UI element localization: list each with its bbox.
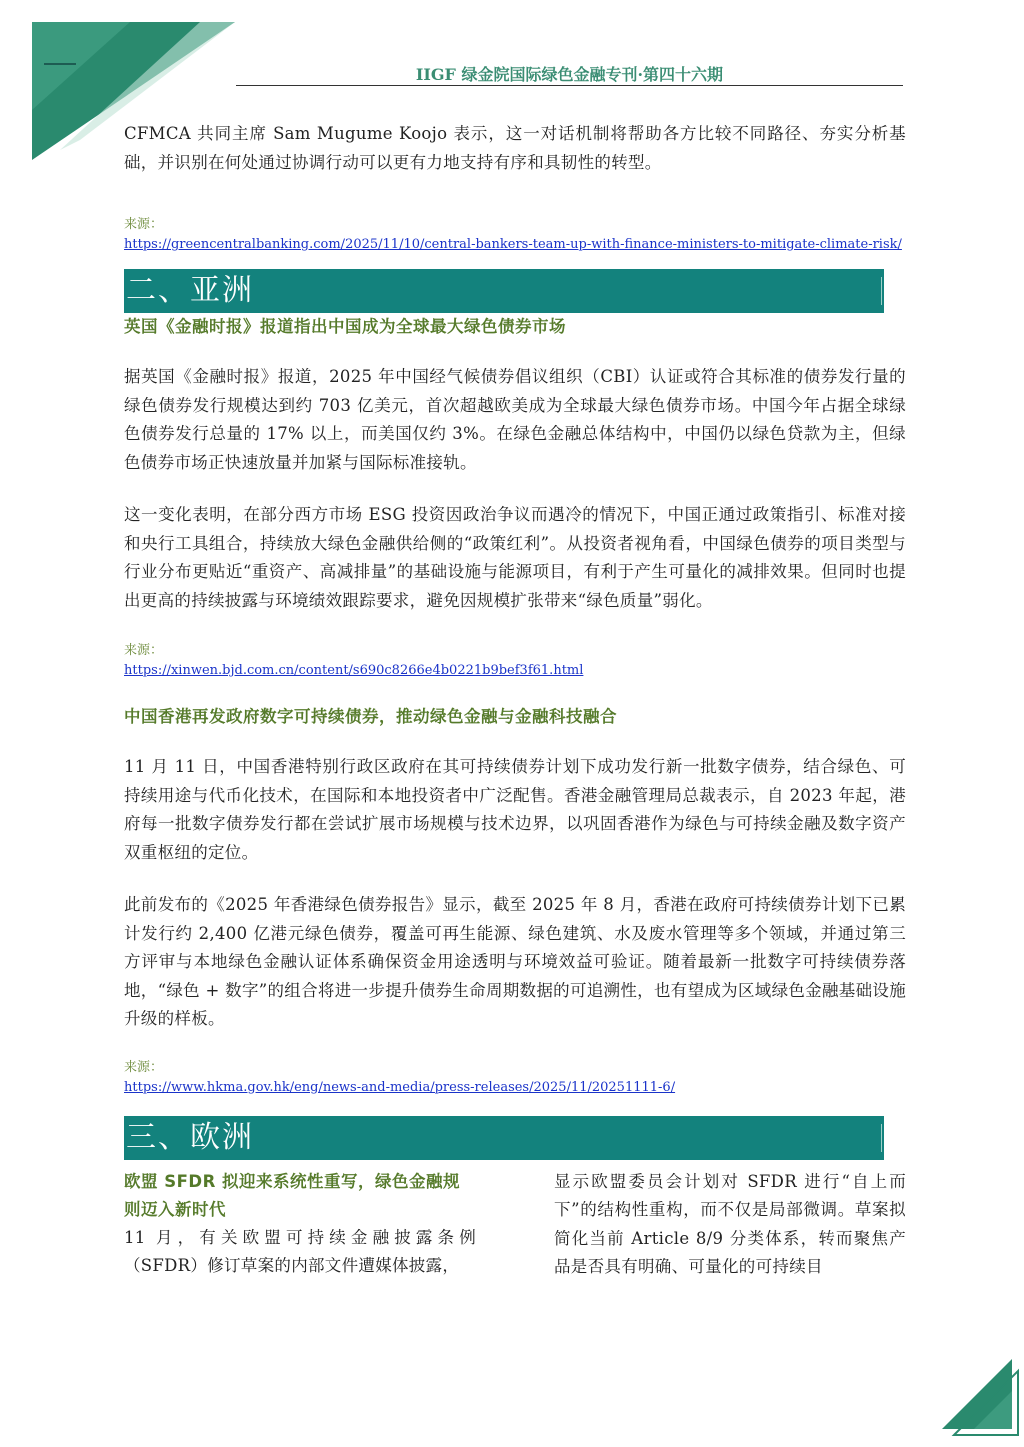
corner-decoration-bottom-right [914,1337,1024,1447]
two-column-block [124,1168,906,1282]
source-link[interactable]: https://greencentralbanking.com/2025/11/10/central-bankers-team-up-with-finance-ministers-to-mitigate-climate-risk/ [124,237,902,252]
source-label: 来源： [124,643,164,658]
article-paragraph: 此前发布的《2025 年香港绿色债券报告》显示，截至 2025 年 8 月，香港在政府可持续债券计划下已累计发行约 2,400 亿港元绿色债券，覆盖可再生能源、绿色建筑、水及废水管理等多个领域，并通过第三方评审与本地绿色金融认证体系确保资金用途透明与环境效益可验证。随着最新一批数字可持续债券落地，“绿色 + 数字”的组合将进一步提升债券生命周期数据的可追溯性，也有望成为区域绿色金融基础设施升级的样板。 [124,895,906,1028]
article-paragraph: 11 月 11 日，中国香港特别行政区政府在其可持续债券计划下成功发行新一批数字债券，结合绿色、可持续用途与代币化技术，在国际和本地投资者中广泛配售。香港金融管理局总裁表示，自 2023 年起，港府每一批数字债券发行都在尝试扩展市场规模与技术边界，以巩固香港作为绿色与可持续金融及数字资产双重枢纽的定位。 [124,757,906,862]
section-heading-europe: 三、欧洲 [124,1116,884,1160]
source-label: 来源： [124,217,164,232]
source-link[interactable]: https://www.hkma.gov.hk/eng/news-and-media/press-releases/2025/11/20251111-6/ [124,1079,676,1095]
article-paragraph-left: 11 月，有关欧盟可持续金融披露条例（SFDR）修订草案的内部文件遭媒体披露， [124,1227,476,1275]
section-heading-asia: 二、亚洲 [124,269,884,313]
source-link[interactable]: https://xinwen.bjd.com.cn/content/s690c8266e4b0221b9bef3f61.html [124,663,584,678]
right-column [554,1168,906,1282]
article-title: 欧盟 SFDR 拟迎来系统性重写，绿色金融规则迈入新时代 [124,1171,461,1219]
page-content [124,120,906,1282]
article-title: 英国《金融时报》报道指出中国成为全球最大绿色债券市场 [124,317,566,336]
source-label: 来源： [124,1059,164,1075]
header-title: IIGF 绿金院国际绿色金融专刊·第四十六期 [415,65,724,84]
header-dash [44,63,76,65]
article-paragraph: 据英国《金融时报》报道，2025 年中国经气候债券倡议组织（CBI）认证或符合其标准的债券发行量的绿色债券发行规模达到约 703 亿美元，首次超越欧美成为全球最大绿色债券市场。中国今年占据全球绿色债券发行总量的 17% 以上，而美国仅约 3%。在绿色金融总体结构中，中国仍以绿色贷款为主，但绿色债券市场正快速放量并加紧与国际标准接轨。 [124,367,906,472]
article-title: 中国香港再发政府数字可持续债券，推动绿色金融与金融科技融合 [124,707,617,726]
article-paragraph-right: 显示欧盟委员会计划对 SFDR 进行“自上而下”的结构性重构，而不仅是局部微调。草案拟简化当前 Article 8/9 分类体系，转而聚焦产品是否具有明确、可量化的可持续目 [554,1171,906,1276]
header-rule [236,85,903,86]
article-paragraph: 这一变化表明，在部分西方市场 ESG 投资因政治争议而遇冷的情况下，中国正通过政策指引、标准对接和央行工具组合，持续放大绿色金融供给侧的“政策红利”。从投资者视角看，中国绿色债券的项目类型与行业分布更贴近“重资产、高减排量”的基础设施与能源项目，有利于产生可量化的减排效果。但同时也提出更高的持续披露与环境绩效跟踪要求，避免因规模扩张带来“绿色质量”弱化。 [124,505,906,610]
intro-paragraph: CFMCA 共同主席 Sam Mugume Koojo 表示，这一对话机制将帮助各方比较不同路径、夯实分析基础，并识别在何处通过协调行动可以更有力地支持有序和具韧性的转型。 [124,124,906,172]
left-column [124,1168,476,1282]
